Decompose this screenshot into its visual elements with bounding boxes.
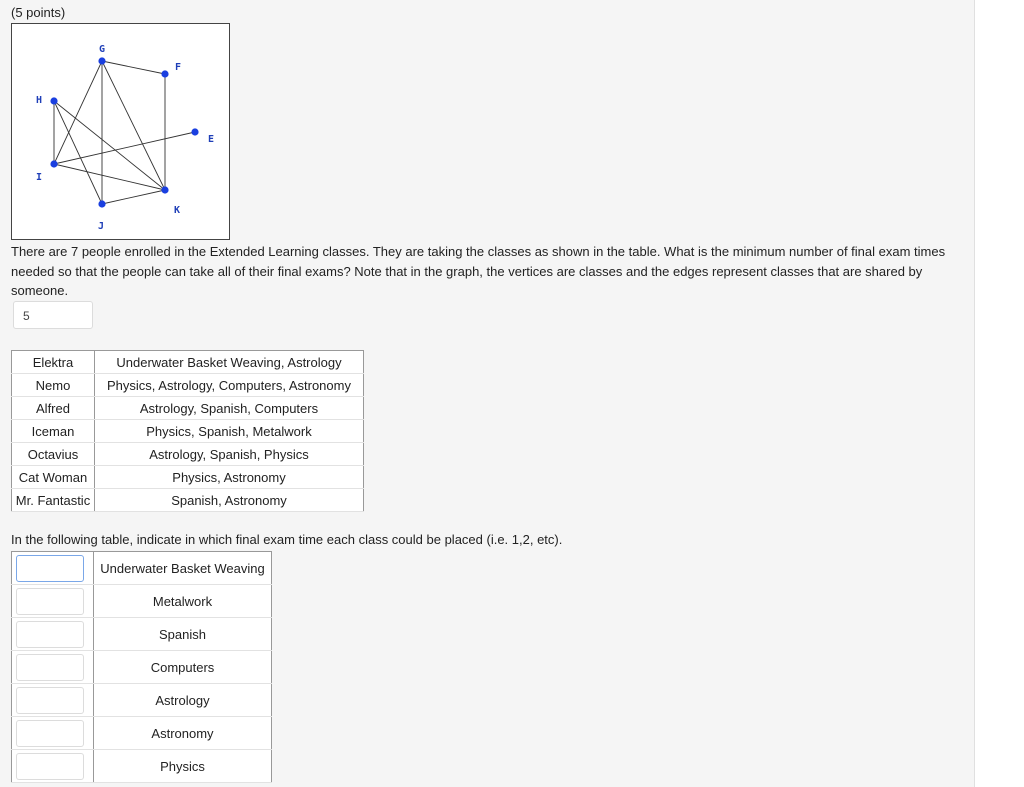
class-name: Metalwork [94, 585, 272, 618]
person-name: Mr. Fantastic [12, 489, 95, 512]
class-name: Computers [94, 651, 272, 684]
table-row [12, 443, 364, 466]
vertex-label-I: I [36, 172, 43, 183]
edge-G-F [102, 61, 165, 74]
vertex-G [98, 57, 105, 64]
vertex-K [161, 186, 168, 193]
vertex-label-K: K [174, 205, 181, 216]
person-name: Octavius [12, 443, 95, 466]
vertex-label-G: G [99, 44, 106, 55]
person-classes: Spanish, Astronomy [95, 489, 364, 512]
vertex-I [50, 160, 57, 167]
exam-time-input[interactable] [16, 621, 84, 648]
graph-svg [12, 24, 229, 239]
exam-time-input[interactable] [16, 720, 84, 747]
vertex-label-F: F [175, 62, 182, 73]
vertex-H [50, 97, 57, 104]
answer-input[interactable]: 5 [13, 301, 93, 329]
enrollment-table [11, 350, 364, 512]
person-classes: Physics, Astronomy [95, 466, 364, 489]
person-classes: Astrology, Spanish, Physics [95, 443, 364, 466]
edge-H-J [54, 101, 102, 204]
table-row [12, 374, 364, 397]
edge-G-K [102, 61, 165, 190]
graph-vertices [50, 57, 198, 207]
table-row [12, 489, 364, 512]
person-classes: Underwater Basket Weaving, Astrology [95, 351, 364, 374]
exam-instruction: In the following table, indicate in which final exam time each class could be placed (i.e. 1,2, etc). [11, 532, 563, 547]
vertex-J [98, 200, 105, 207]
class-name: Physics [94, 750, 272, 783]
points-label: (5 points) [11, 5, 66, 20]
person-name: Cat Woman [12, 466, 95, 489]
person-name: Alfred [12, 397, 95, 420]
exam-time-table [11, 551, 272, 783]
graph-figure [11, 23, 230, 240]
table-row [12, 585, 272, 618]
person-name: Elektra [12, 351, 95, 374]
person-name: Nemo [12, 374, 95, 397]
exam-time-input[interactable] [16, 654, 84, 681]
class-name: Underwater Basket Weaving [94, 552, 272, 585]
exam-time-input[interactable] [16, 687, 84, 714]
table-row [12, 717, 272, 750]
edge-G-I [54, 61, 102, 164]
vertex-label-H: H [36, 95, 43, 106]
table-row [12, 420, 364, 443]
edge-J-K [102, 190, 165, 204]
table-row [12, 651, 272, 684]
table-row [12, 466, 364, 489]
person-name: Iceman [12, 420, 95, 443]
vertex-label-J: J [98, 221, 105, 232]
vertex-label-E: E [208, 134, 215, 145]
exam-time-input[interactable] [16, 588, 84, 615]
exam-time-input[interactable] [16, 555, 84, 582]
table-row [12, 552, 272, 585]
vertex-E [191, 128, 198, 135]
table-row [12, 750, 272, 783]
class-name: Spanish [94, 618, 272, 651]
table-row [12, 351, 364, 374]
table-row [12, 684, 272, 717]
vertex-F [161, 70, 168, 77]
class-name: Astronomy [94, 717, 272, 750]
class-name: Astrology [94, 684, 272, 717]
person-classes: Physics, Astrology, Computers, Astronomy [95, 374, 364, 397]
question-text: There are 7 people enrolled in the Extended Learning classes. They are taking the classes as shown in the table. What is the minimum number of final exam times needed so that the people can take all of their final exams? Note that in the graph, the vertices are classes and the edges represent classes that are shared by someone. [11, 244, 946, 298]
graph-labels [36, 44, 214, 232]
graph-edges [54, 61, 195, 204]
edge-I-E [54, 132, 195, 164]
person-classes: Physics, Spanish, Metalwork [95, 420, 364, 443]
table-row [12, 618, 272, 651]
person-classes: Astrology, Spanish, Computers [95, 397, 364, 420]
exam-time-input[interactable] [16, 753, 84, 780]
table-row [12, 397, 364, 420]
